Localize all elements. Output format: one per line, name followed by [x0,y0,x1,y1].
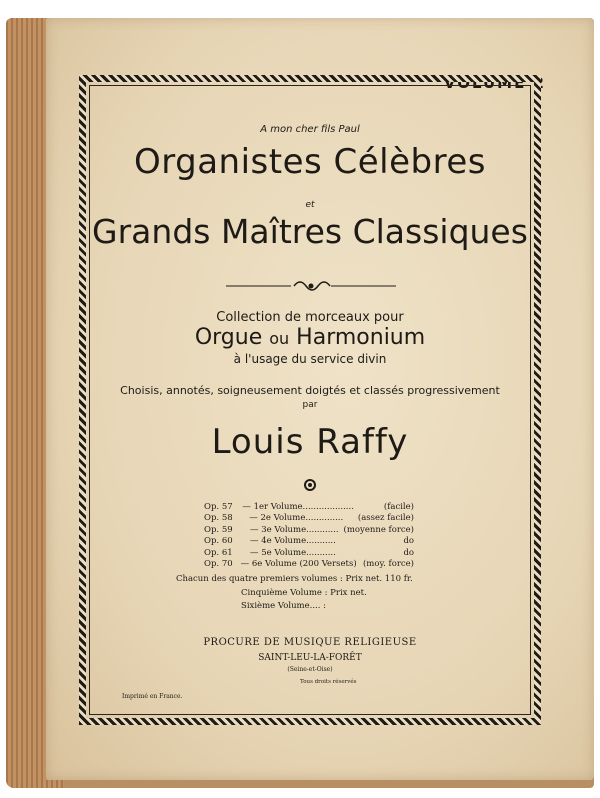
list-item [204,502,414,513]
list-item-op: Op. 61 [204,547,233,558]
list-item-note: do [403,547,414,558]
usage-line: à l'usage du service divin [233,352,387,366]
choisis-line: Choisis, annotés, soigneusement doigtés et classés progressivement [120,384,500,397]
publisher-department: (Seine-et-Oise) [287,666,333,673]
list-item-op: Op. 59 [204,524,233,535]
title-line-2: Grands Maîtres Classiques [92,212,528,251]
instrument-ou: ou [269,329,290,348]
list-item-note: (facile) [383,502,414,512]
list-item-volume: — 2e Volume.............. [249,513,344,524]
list-item-volume: — 1er Volume................... [242,502,354,512]
list-item-op: Op. 57 [204,502,233,512]
list-item [204,548,414,559]
list-item [204,513,414,524]
list-item-note: (moy. force) [362,558,414,569]
cover-content [86,82,534,718]
fleuron-ornament-icon [226,276,396,296]
list-item-volume: — 3e Volume............ [250,524,339,535]
instrument-harmonium: Harmonium [296,325,426,350]
price-cinquieme: Cinquième Volume : Prix net. [241,588,367,598]
list-item-volume: — 5e Volume........... [250,547,336,558]
volume-label: VOLUME 2 [443,74,546,92]
list-item-op: Op. 58 [204,513,233,524]
list-item [204,536,414,547]
list-item [204,525,414,536]
seal-circle-icon [304,479,316,491]
list-item-note: do [403,536,414,547]
list-item-volume: — 4e Volume........... [250,536,336,547]
title-line-1: Organistes Célèbres [133,142,486,182]
author-name: Louis Raffy [211,422,409,462]
list-item-op: Op. 70 [204,558,233,569]
dedication: A mon cher fils Paul [260,124,360,135]
list-item-note: (assez facile) [357,513,414,524]
instrument-line [86,325,534,350]
decorative-frame [79,75,541,725]
publisher-name: PROCURE DE MUSIQUE RELIGIEUSE [203,637,417,648]
price-sixieme: Sixième Volume.... : [241,601,327,611]
publisher-city: SAINT-LEU-LA-FORÊT [258,653,362,663]
list-item-op: Op. 60 [204,536,233,547]
printed-notice: Imprimé en France. [122,693,183,700]
rights-notice: Tous droits réservés [300,679,357,685]
par-label: par [302,400,318,410]
volume-list [204,502,414,570]
list-item-note: (moyenne force) [343,524,414,535]
list-item-volume: — 6e Volume (200 Versets) [240,558,357,569]
title-connector: et [305,200,315,210]
collection-line: Collection de morceaux pour [216,310,404,325]
instrument-orgue: Orgue [194,325,263,350]
price-chacun: Chacun des quatre premiers volumes : Prix net. 110 fr. [176,574,413,584]
list-item [204,559,414,570]
